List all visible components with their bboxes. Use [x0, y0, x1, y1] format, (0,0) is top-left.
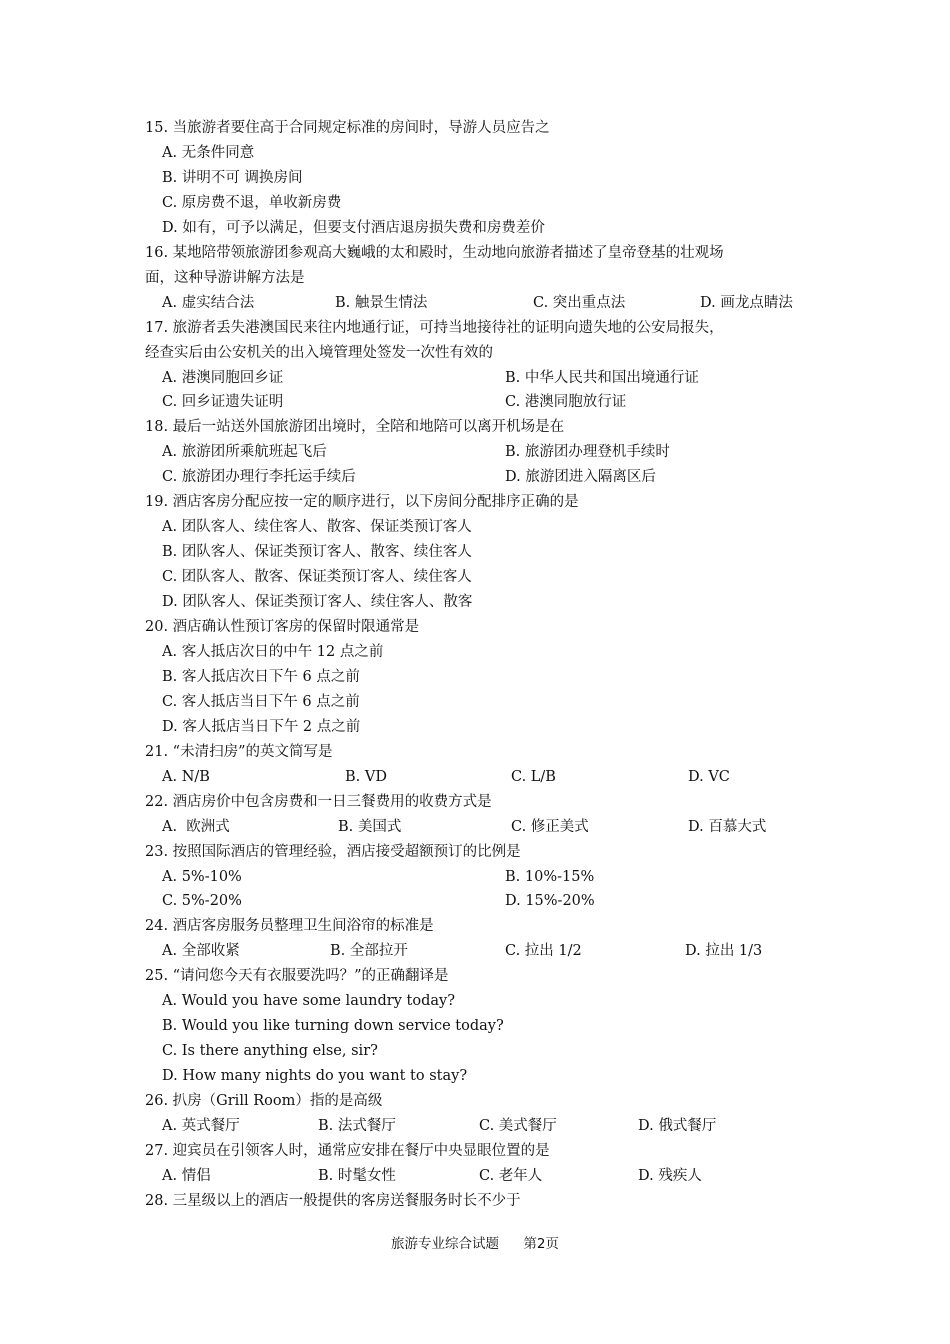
- answer-option: B. VD: [345, 768, 387, 785]
- answer-option: A. 情侣: [162, 1167, 211, 1184]
- question-stem: 19. 酒店客房分配应按一定的顺序进行，以下房间分配排序正确的是: [145, 494, 579, 511]
- footer-title: 旅游专业综合试题: [391, 1236, 500, 1252]
- question-stem: 25. “请问您今天有衣服要洗吗？”的正确翻译是: [145, 968, 449, 985]
- answer-option: D. 残疾人: [638, 1167, 702, 1184]
- answer-option: A. 港澳同胞回乡证: [162, 369, 284, 386]
- answer-option: B. 团队客人、保证类预订客人、散客、续住客人: [162, 544, 472, 561]
- answer-option: C. 5%-20%: [162, 893, 242, 910]
- answer-option: B. 旅游团办理登机手续时: [505, 444, 670, 461]
- answer-option: A. Would you have some laundry today?: [162, 993, 455, 1010]
- answer-option: C. 修正美式: [511, 818, 589, 835]
- question-stem: 28. 三星级以上的酒店一般提供的客房送餐服务时长不少于: [145, 1192, 521, 1209]
- answer-option: D. 百慕大式: [688, 818, 767, 835]
- question-stem: 17. 旅游者丢失港澳国民来往内地通行证，可持当地接待社的证明向遗失地的公安局报失，: [145, 319, 724, 336]
- answer-option: A. 客人抵店次日的中午 12 点之前: [162, 643, 384, 660]
- answer-option: C. 原房费不退，单收新房费: [162, 194, 342, 211]
- answer-option: A. 欧洲式: [162, 818, 230, 835]
- question-stem: 27. 迎宾员在引领客人时，通常应安排在餐厅中央显眼位置的是: [145, 1142, 550, 1159]
- question-stem: 经查实后由公安机关的出入境管理处签发一次性有效的: [145, 344, 493, 361]
- answer-option: A. 5%-10%: [162, 868, 242, 885]
- question-stem: 15. 当旅游者要住高于合同规定标准的房间时，导游人员应告之: [145, 120, 550, 136]
- answer-option: C. 客人抵店当日下午 6 点之前: [162, 693, 360, 710]
- question-stem: 16. 某地陪带领旅游团参观高大巍峨的太和殿时，生动地向旅游者描述了皇帝登基的壮观场: [145, 244, 724, 261]
- answer-option: C. L/B: [511, 768, 556, 785]
- answer-option: B. 客人抵店次日下午 6 点之前: [162, 668, 360, 685]
- answer-option: C. 团队客人、散客、保证类预订客人、续住客人: [162, 569, 472, 586]
- answer-option: D. 拉出 1/3: [685, 943, 763, 960]
- answer-option: C. 拉出 1/2: [505, 943, 582, 960]
- answer-option: B. 中华人民共和国出境通行证: [505, 369, 699, 386]
- answer-option: A. 虚实结合法: [162, 294, 255, 311]
- answer-option: A. N/B: [162, 768, 210, 785]
- answer-option: D. 旅游团进入隔离区后: [505, 469, 656, 486]
- answer-option: A. 全部收紧: [162, 943, 240, 960]
- question-stem: 面，这种导游讲解方法是: [145, 269, 305, 286]
- answer-option: D. 画龙点睛法: [700, 294, 793, 311]
- question-stem: 24. 酒店客房服务员整理卫生间浴帘的标准是: [145, 918, 434, 935]
- question-stem: 21. “未清扫房”的英文简写是: [145, 743, 333, 760]
- answer-option: B. 讲明不可 调换房间: [162, 169, 303, 186]
- question-stem: 18. 最后一站送外国旅游团出境时，全陪和地陪可以离开机场是在: [145, 419, 565, 436]
- answer-option: D. VC: [688, 768, 730, 785]
- answer-option: C. 老年人: [479, 1167, 543, 1184]
- answer-option: B. 法式餐厅: [318, 1118, 396, 1134]
- answer-option: A. 团队客人、续住客人、散客、保证类预订客人: [162, 519, 472, 536]
- footer-page-number: 第2页: [523, 1236, 559, 1252]
- answer-option: B. 美国式: [338, 818, 402, 835]
- page-footer: [0, 1232, 950, 1252]
- answer-option: C. 回乡证遗失证明: [162, 394, 284, 411]
- question-stem: 23. 按照国际酒店的管理经验，酒店接受超额预订的比例是: [145, 843, 521, 860]
- answer-option: D. 客人抵店当日下午 2 点之前: [162, 718, 361, 735]
- question-stem: 20. 酒店确认性预订客房的保留时限通常是: [145, 619, 420, 635]
- answer-option: C. 美式餐厅: [479, 1118, 557, 1134]
- answer-option: D. 如有，可予以满足，但要支付酒店退房损失费和房费差价: [162, 219, 545, 236]
- answer-option: B. Would you like turning down service today?: [162, 1018, 504, 1035]
- answer-option: D. How many nights do you want to stay?: [162, 1068, 468, 1085]
- answer-option: D. 团队客人、保证类预订客人、续住客人、散客: [162, 594, 473, 611]
- question-stem: 26. 扒房（Grill Room）指的是高级: [145, 1093, 383, 1110]
- answer-option: C. 港澳同胞放行证: [505, 394, 627, 411]
- answer-option: B. 时髦女性: [318, 1167, 396, 1184]
- answer-option: B. 触景生情法: [335, 294, 428, 311]
- answer-option: C. Is there anything else, sir?: [162, 1043, 378, 1060]
- answer-option: B. 全部拉开: [330, 943, 408, 960]
- answer-option: A. 旅游团所乘航班起飞后: [162, 444, 327, 461]
- answer-option: D. 俄式餐厅: [638, 1118, 717, 1134]
- answer-option: A. 英式餐厅: [162, 1118, 240, 1134]
- answer-option: A. 无条件同意: [162, 144, 255, 161]
- answer-option: D. 15%-20%: [505, 893, 595, 910]
- answer-option: B. 10%-15%: [505, 868, 595, 885]
- question-stem: 22. 酒店房价中包含房费和一日三餐费用的收费方式是: [145, 793, 492, 810]
- answer-option: C. 旅游团办理行李托运手续后: [162, 469, 356, 486]
- answer-option: C. 突出重点法: [533, 294, 626, 311]
